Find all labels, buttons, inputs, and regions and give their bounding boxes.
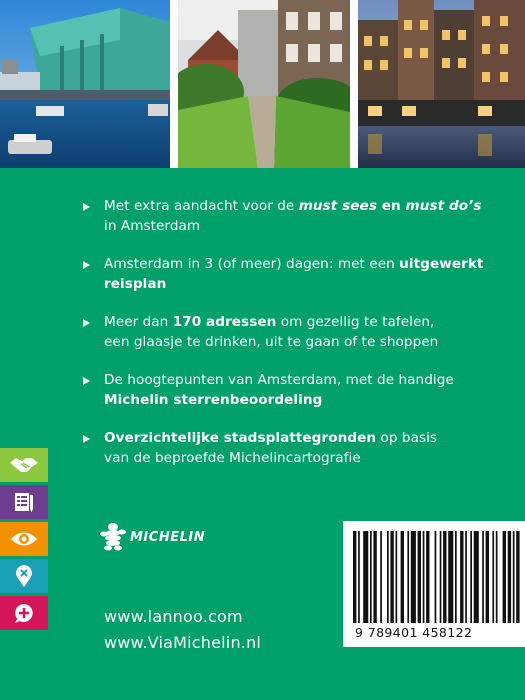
barcode-bar (401, 531, 404, 623)
eye-icon (10, 530, 38, 548)
tab-map-pin (0, 559, 48, 593)
barcode-bar (503, 531, 506, 623)
triangle-bullet-icon (83, 435, 90, 443)
barcode-bar (390, 531, 393, 623)
list-item: Amsterdam in 3 (of meer) dagen: met een uitgewerkt reisplan (80, 254, 500, 294)
isbn-number: 9 789401 458122 (355, 625, 473, 640)
barcode-bar (486, 531, 489, 623)
tab-handshake (0, 448, 48, 482)
michelin-wordmark: MICHELIN (130, 529, 206, 545)
barcode-bar (443, 531, 446, 623)
websites (104, 604, 261, 656)
michelin-logo (100, 519, 240, 555)
barcode-bar (407, 531, 409, 623)
barcode-bar (474, 531, 479, 623)
barcode-bar (363, 531, 368, 623)
photo-canal-houses-dusk (358, 0, 525, 168)
barcode-bar (460, 531, 463, 623)
map-pin-icon (15, 564, 33, 588)
barcode-bar (482, 531, 484, 623)
barcode-bar (353, 531, 356, 623)
barcode-bar (358, 531, 360, 623)
barcode-bar (418, 531, 421, 623)
michelin-man-icon (100, 522, 126, 552)
list-item: Met extra aandacht voor de must sees en must do’s in Amsterdam (80, 196, 500, 236)
triangle-bullet-icon (83, 319, 90, 327)
list-item: Overzichtelijke stadsplattegronden op basis van de beproefde Michelincartografie (80, 428, 500, 468)
barcode-bar (496, 531, 498, 623)
barcode-bar (423, 531, 425, 623)
barcode-bar (387, 531, 389, 623)
plus-icon (13, 602, 35, 624)
handshake-icon (9, 455, 39, 475)
website-link-lannoo[interactable]: www.lannoo.com (104, 607, 243, 626)
list-icon (13, 491, 35, 513)
barcode-bar (380, 531, 382, 623)
photo-strip (0, 0, 525, 168)
barcode-bar (455, 531, 457, 623)
barcode-bar (370, 531, 372, 623)
category-tabs (0, 448, 48, 633)
barcode-bar (492, 531, 494, 623)
barcode-bar (396, 531, 398, 623)
barcode-bar (470, 531, 472, 623)
barcode-bars (343, 521, 525, 625)
barcode (343, 521, 525, 647)
list-item: De hoogtepunten van Amsterdam, met de handige Michelin sterrenbeoordeling (80, 370, 500, 410)
barcode-bar (411, 531, 416, 623)
feature-list (80, 196, 500, 486)
tab-list (0, 485, 48, 519)
triangle-bullet-icon (83, 203, 90, 211)
tab-plus (0, 596, 48, 630)
photo-nemo-harbour (0, 0, 170, 168)
list-item: Meer dan 170 adressen om gezellig te tafelen, een glaasje te drinken, uit te gaan of te shoppen (80, 312, 500, 352)
photo-begijnhof-garden (178, 0, 350, 168)
triangle-bullet-icon (83, 261, 90, 269)
tab-eye (0, 522, 48, 556)
barcode-bar (448, 531, 453, 623)
barcode-bar (508, 531, 511, 623)
barcode-bar (513, 531, 515, 623)
barcode-bar (465, 531, 467, 623)
triangle-bullet-icon (83, 377, 90, 385)
barcode-bar (373, 531, 376, 623)
barcode-bar (435, 531, 437, 623)
barcode-bar (516, 531, 519, 623)
barcode-bar (440, 531, 442, 623)
barcode-bar (426, 531, 429, 623)
website-link-viamichelin[interactable]: www.ViaMichelin.nl (104, 633, 262, 652)
